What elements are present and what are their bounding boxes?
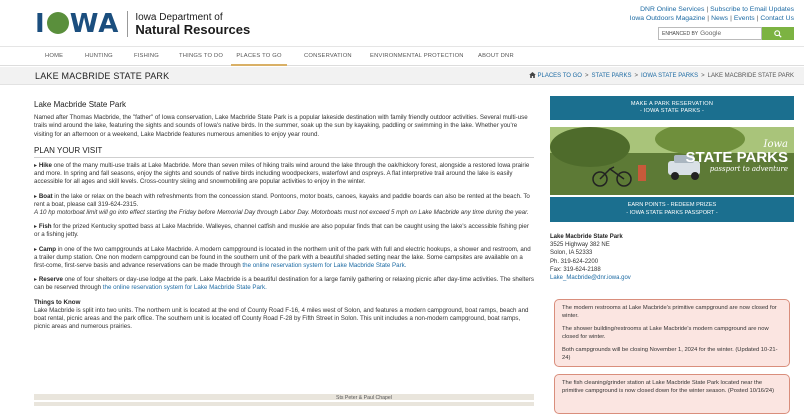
earn-points-button[interactable]: EARN POINTS - REDEEM PRIZES - IOWA STATE PARKS PASSPORT -: [550, 197, 794, 222]
nav-places-to-go[interactable]: PLACES TO GO: [231, 47, 287, 66]
news-link[interactable]: News: [711, 15, 729, 22]
passport-brand: Iowa STATE PARKS passport to adventure: [685, 139, 788, 173]
iowa-dnr-logo[interactable]: [35, 9, 250, 39]
search-input[interactable]: ENHANCED BY Google: [658, 27, 762, 40]
park-heading: Lake Macbride State Park: [34, 100, 127, 109]
breadcrumb-iowa-state-parks[interactable]: IOWA STATE PARKS: [641, 73, 699, 79]
breadcrumb-places-to-go[interactable]: PLACES TO GO: [537, 73, 582, 79]
map-label: Sts Peter & Paul Chapel: [336, 395, 392, 401]
nav-hunting[interactable]: HUNTING: [85, 53, 113, 59]
nav-fishing[interactable]: FISHING: [134, 53, 159, 59]
map-road: [34, 400, 534, 402]
breadcrumb-state-parks[interactable]: STATE PARKS: [591, 73, 632, 79]
page-title: LAKE MACBRIDE STATE PARK: [35, 71, 170, 81]
nav-things-to-do[interactable]: THINGS TO DO: [179, 53, 224, 59]
utility-links: DNR Online Services | Subscribe to Email Updates Iowa Outdoors Magazine | News | Events | Contact Us: [629, 6, 794, 22]
fish-paragraph: ▸ Fish for the prized Kentucky spotted bass at Lake Macbride. Walleyes, channel catfish and muskie are also popular finds that can be caught using the lake's accessible fishing pier or a fishing jetty.: [34, 223, 529, 239]
nav-about-dnr[interactable]: ABOUT DNR: [478, 53, 514, 59]
fish-station-alert: The fish cleaning/grinder station at Lake Macbride State Park located near the primitive campground is now closed down for the winter season. (Posted 10/16/24): [554, 374, 790, 414]
breadcrumb: PLACES TO GO > STATE PARKS > IOWA STATE PARKS > LAKE MACBRIDE STATE PARK: [529, 67, 794, 85]
shelter-reservation-link[interactable]: the online reservation system for Lake Macbride State Park.: [102, 284, 267, 292]
search-icon: [774, 30, 782, 38]
boat-note: A 10 hp motorboat limit will go into effect starting the Friday before Memorial Day through Labor Day. Motorboats must not exceed 5 mph on Lake Macbride any time during the year.: [34, 209, 529, 217]
search-button[interactable]: [762, 27, 794, 40]
camp-paragraph: ▸ Camp in one of the two campgrounds at Lake Macbride. A modern campground is located in the northern unit of the park with full and electric hookups, a shower and restroom, and a trailer dump station. One non modern campground can be found in the southern unit of the park with a beautiful shaded setting near the lake. Some campsites are available on a first-come, first-serve basis and advance reservations can be made through the online reservation system for Lake Macbride State Park.: [34, 245, 531, 270]
camp-reservation-link[interactable]: the online reservation system for Lake Macbride State Park.: [242, 262, 407, 270]
logo-dept-text: Iowa Department of Natural Resources: [135, 11, 251, 37]
plan-your-visit-heading: PLAN YOUR VISIT: [34, 147, 534, 158]
main-content: [34, 101, 534, 337]
boat-paragraph: ▸ Boat in the lake or relax on the beach with refreshments from the concession stand. Pontoons, motor boats, canoes, kayaks and paddle boards can also be rented at the beach. To rent a boat, please call 319-624-2315. A 10 hp motorboat limit will go into effect starting the Friday before Memorial Day through Labor Day. Motorboats must not exceed 5 mph on Lake Macbride any time during the year.: [34, 192, 530, 217]
campground-closure-alert: The modern restrooms at Lake Macbride's primitive campground are now closed for winter. The shower building/restrooms at Lake Macbride's modern campground are now closed for winter. Both campgrounds will be closing November 1, 2024 for the winter. (Updated 10-21-24): [554, 299, 790, 367]
subscribe-email-link[interactable]: Subscribe to Email Updates: [710, 6, 794, 13]
dnr-online-services-link[interactable]: DNR Online Services: [640, 6, 705, 13]
logo-o-map-icon: [47, 12, 69, 34]
breadcrumb-current: LAKE MACBRIDE STATE PARK: [707, 73, 794, 79]
iowa-outdoors-magazine-link[interactable]: Iowa Outdoors Magazine: [629, 15, 706, 22]
nav-conservation[interactable]: CONSERVATION: [304, 53, 352, 59]
things-to-know-text: Lake Macbride is split into two units. The northern unit is located at the end of County Road F-16, 4 miles west of Solon, and features a modern campground, boat ramps, beach and boat rental, picnic areas and the park office. The southern unit is located off County Road F-28 by Fifth Street in Solon. This unit includes a non-modern campground, boat ramps, picnic areas and numerous prairies.: [34, 306, 529, 331]
sidebar: [550, 96, 794, 120]
park-address: Lake Macbride State Park 3525 Highway 382 NE Solon, IA 52333 Ph. 319-624-2200 Fax: 319-624-2188 Lake_Macbride@dnr.iowa.gov: [550, 234, 631, 282]
page-title-bar: [0, 67, 804, 85]
park-map[interactable]: [34, 394, 534, 406]
reserve-paragraph: ▸ Reserve one of four shelters or day-use lodge at the park. Lake Macbride is a beautiful destination for a large family gathering or relaxing picnic after day-time activities. The shelters can be reserved through the online reservation system for Lake Macbride State Park.: [34, 276, 534, 292]
events-link[interactable]: Events: [733, 15, 755, 22]
park-intro: Named after Thomas Macbride, the "father" of Iowa conservation, Lake Macbride State Park is a popular lakeside destination with family friendly outdoor activities. Several multi-use trails wind around the lake, featuring the sights and sounds of Iowa's native birds. In the summer, soak up the sun by kayaking, paddling or swimming in the lake. Whether you're visiting for an afternoon or a weekend, Lake Macbride features numerous amenities to enjoy year round.: [34, 114, 528, 138]
state-parks-passport-image[interactable]: [550, 127, 794, 195]
park-email-link[interactable]: Lake_Macbride@dnr.iowa.gov: [550, 275, 631, 282]
nav-environmental-protection[interactable]: ENVIRONMENTAL PROTECTION: [370, 53, 464, 59]
main-nav: [0, 46, 804, 66]
logo-divider: [127, 11, 128, 37]
contact-us-link[interactable]: Contact Us: [760, 15, 794, 22]
home-icon[interactable]: [529, 72, 536, 78]
site-search: [658, 27, 794, 40]
park-reservation-button[interactable]: MAKE A PARK RESERVATION - IOWA STATE PARKS -: [550, 96, 794, 120]
site-header: [0, 0, 804, 46]
logo-wordmark: I WA: [35, 9, 120, 39]
nav-home[interactable]: HOME: [45, 53, 64, 59]
hike-paragraph: ▸ Hike one of the many multi-use trails at Lake Macbride. More than seven miles of hiking trails wind around the lake through the oak/hickory forest, alongside a restored Iowa prairie and more. In spring and fall seasons, enjoy the sights and sounds of native birds including woodpeckers, waterfowl and ospreys. A flat interpretive trail around the lake is easily accessible for all ages and skill levels. Cross-country skiing and snowmobiling are popular activities to enjoy in the winter.: [34, 162, 530, 186]
things-to-know-heading: Things to Know: [34, 298, 81, 306]
